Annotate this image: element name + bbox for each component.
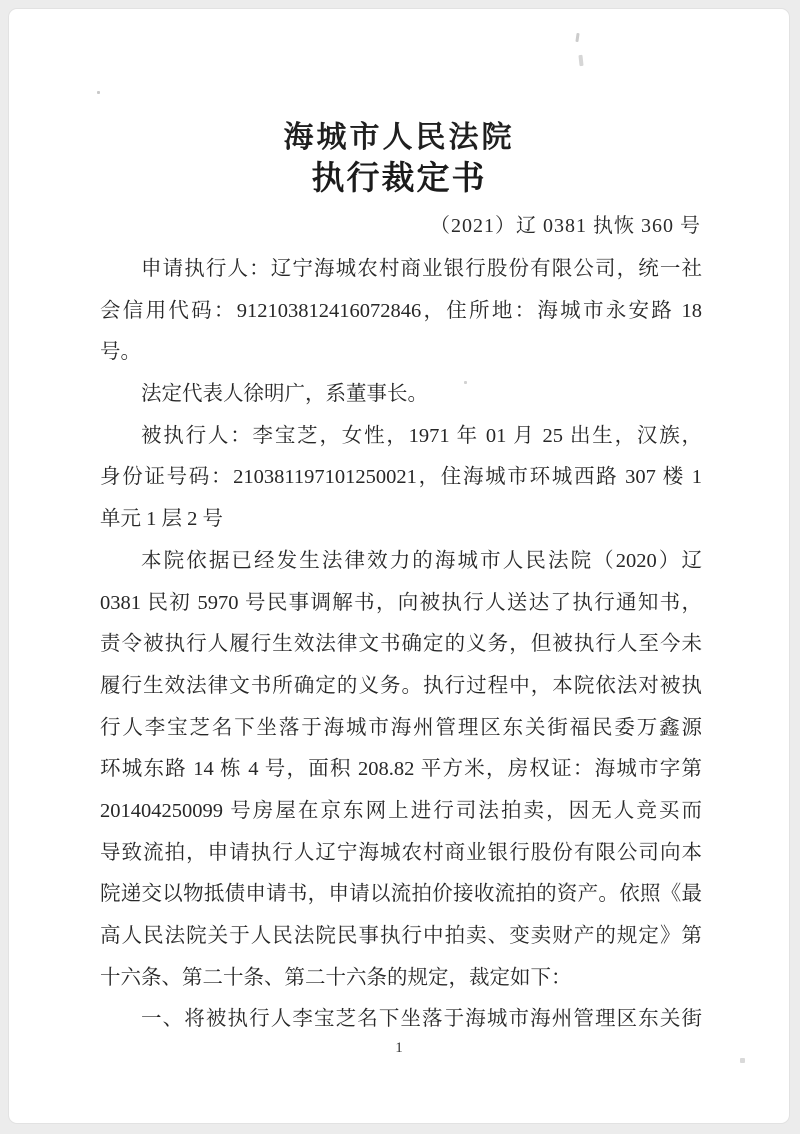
body-line: 导致流拍，申请执行人辽宁海城农村商业银行股份有限公司向本 — [100, 841, 702, 864]
court-name: 海城市人民法院 — [283, 121, 515, 154]
body-line: 申请执行人：辽宁海城农村商业银行股份有限公司，统一社 — [141, 258, 702, 280]
body-line: 高人民法院关于人民法院民事执行中拍卖、变卖财产的规定》第 — [100, 925, 702, 947]
scan-speckle — [575, 33, 579, 42]
scan-speckle — [740, 1058, 745, 1063]
body-line: 号。 — [100, 341, 141, 364]
scan-speckle — [464, 381, 467, 384]
body-line: 被执行人：李宝芝，女性，1971 年 01 月 25 出生，汉族， — [141, 424, 702, 447]
document-title: 执行裁定书 — [311, 161, 487, 197]
page-number: 1 — [395, 1040, 403, 1056]
body-line: 责令被执行人履行生效法律文书确定的义务，但被执行人至今未 — [100, 633, 702, 656]
body-line: 身份证号码：210381197101250021，住海城市环城西路 307 楼 1 — [100, 466, 702, 489]
body-line: 法定代表人徐明广，系董事长。 — [141, 383, 428, 406]
body-line: 一、将被执行人李宝芝名下坐落于海城市海州管理区东关街 — [141, 1008, 702, 1031]
document-body — [100, 249, 702, 1041]
body-line: 十六条、第二十条、第二十六条的规定，裁定如下： — [100, 966, 572, 989]
body-line: 履行生效法律文书所确定的义务。执行过程中，本院依法对被执 — [100, 674, 702, 697]
body-line: 0381 民初 5970 号民事调解书，向被执行人送达了执行通知书， — [100, 591, 702, 614]
body-line: 会信用代码：912103812416072846，住所地：海城市永安路 18 — [100, 299, 702, 322]
body-line: 本院依据已经发生法律效力的海城市人民法院（2020）辽 — [141, 549, 702, 572]
body-line: 院递交以物抵债申请书，申请以流拍价接收流拍的资产。依照《最 — [100, 883, 702, 906]
scan-speckle — [97, 91, 100, 94]
body-line: 环城东路 14 栋 4 号，面积 208.82 平方米，房权证：海城市字第 — [100, 758, 702, 781]
body-line: 单元 1 层 2 号 — [100, 508, 223, 531]
scan-speckle — [578, 55, 583, 66]
body-line: 201404250099 号房屋在京东网上进行司法拍卖，因无人竞买而 — [100, 799, 702, 822]
body-line: 行人李宝芝名下坐落于海城市海州管理区东关街福民委万鑫源 — [100, 716, 702, 739]
document-page — [8, 8, 790, 1124]
case-number: （2021）辽 0381 执恢 360 号 — [430, 215, 701, 237]
